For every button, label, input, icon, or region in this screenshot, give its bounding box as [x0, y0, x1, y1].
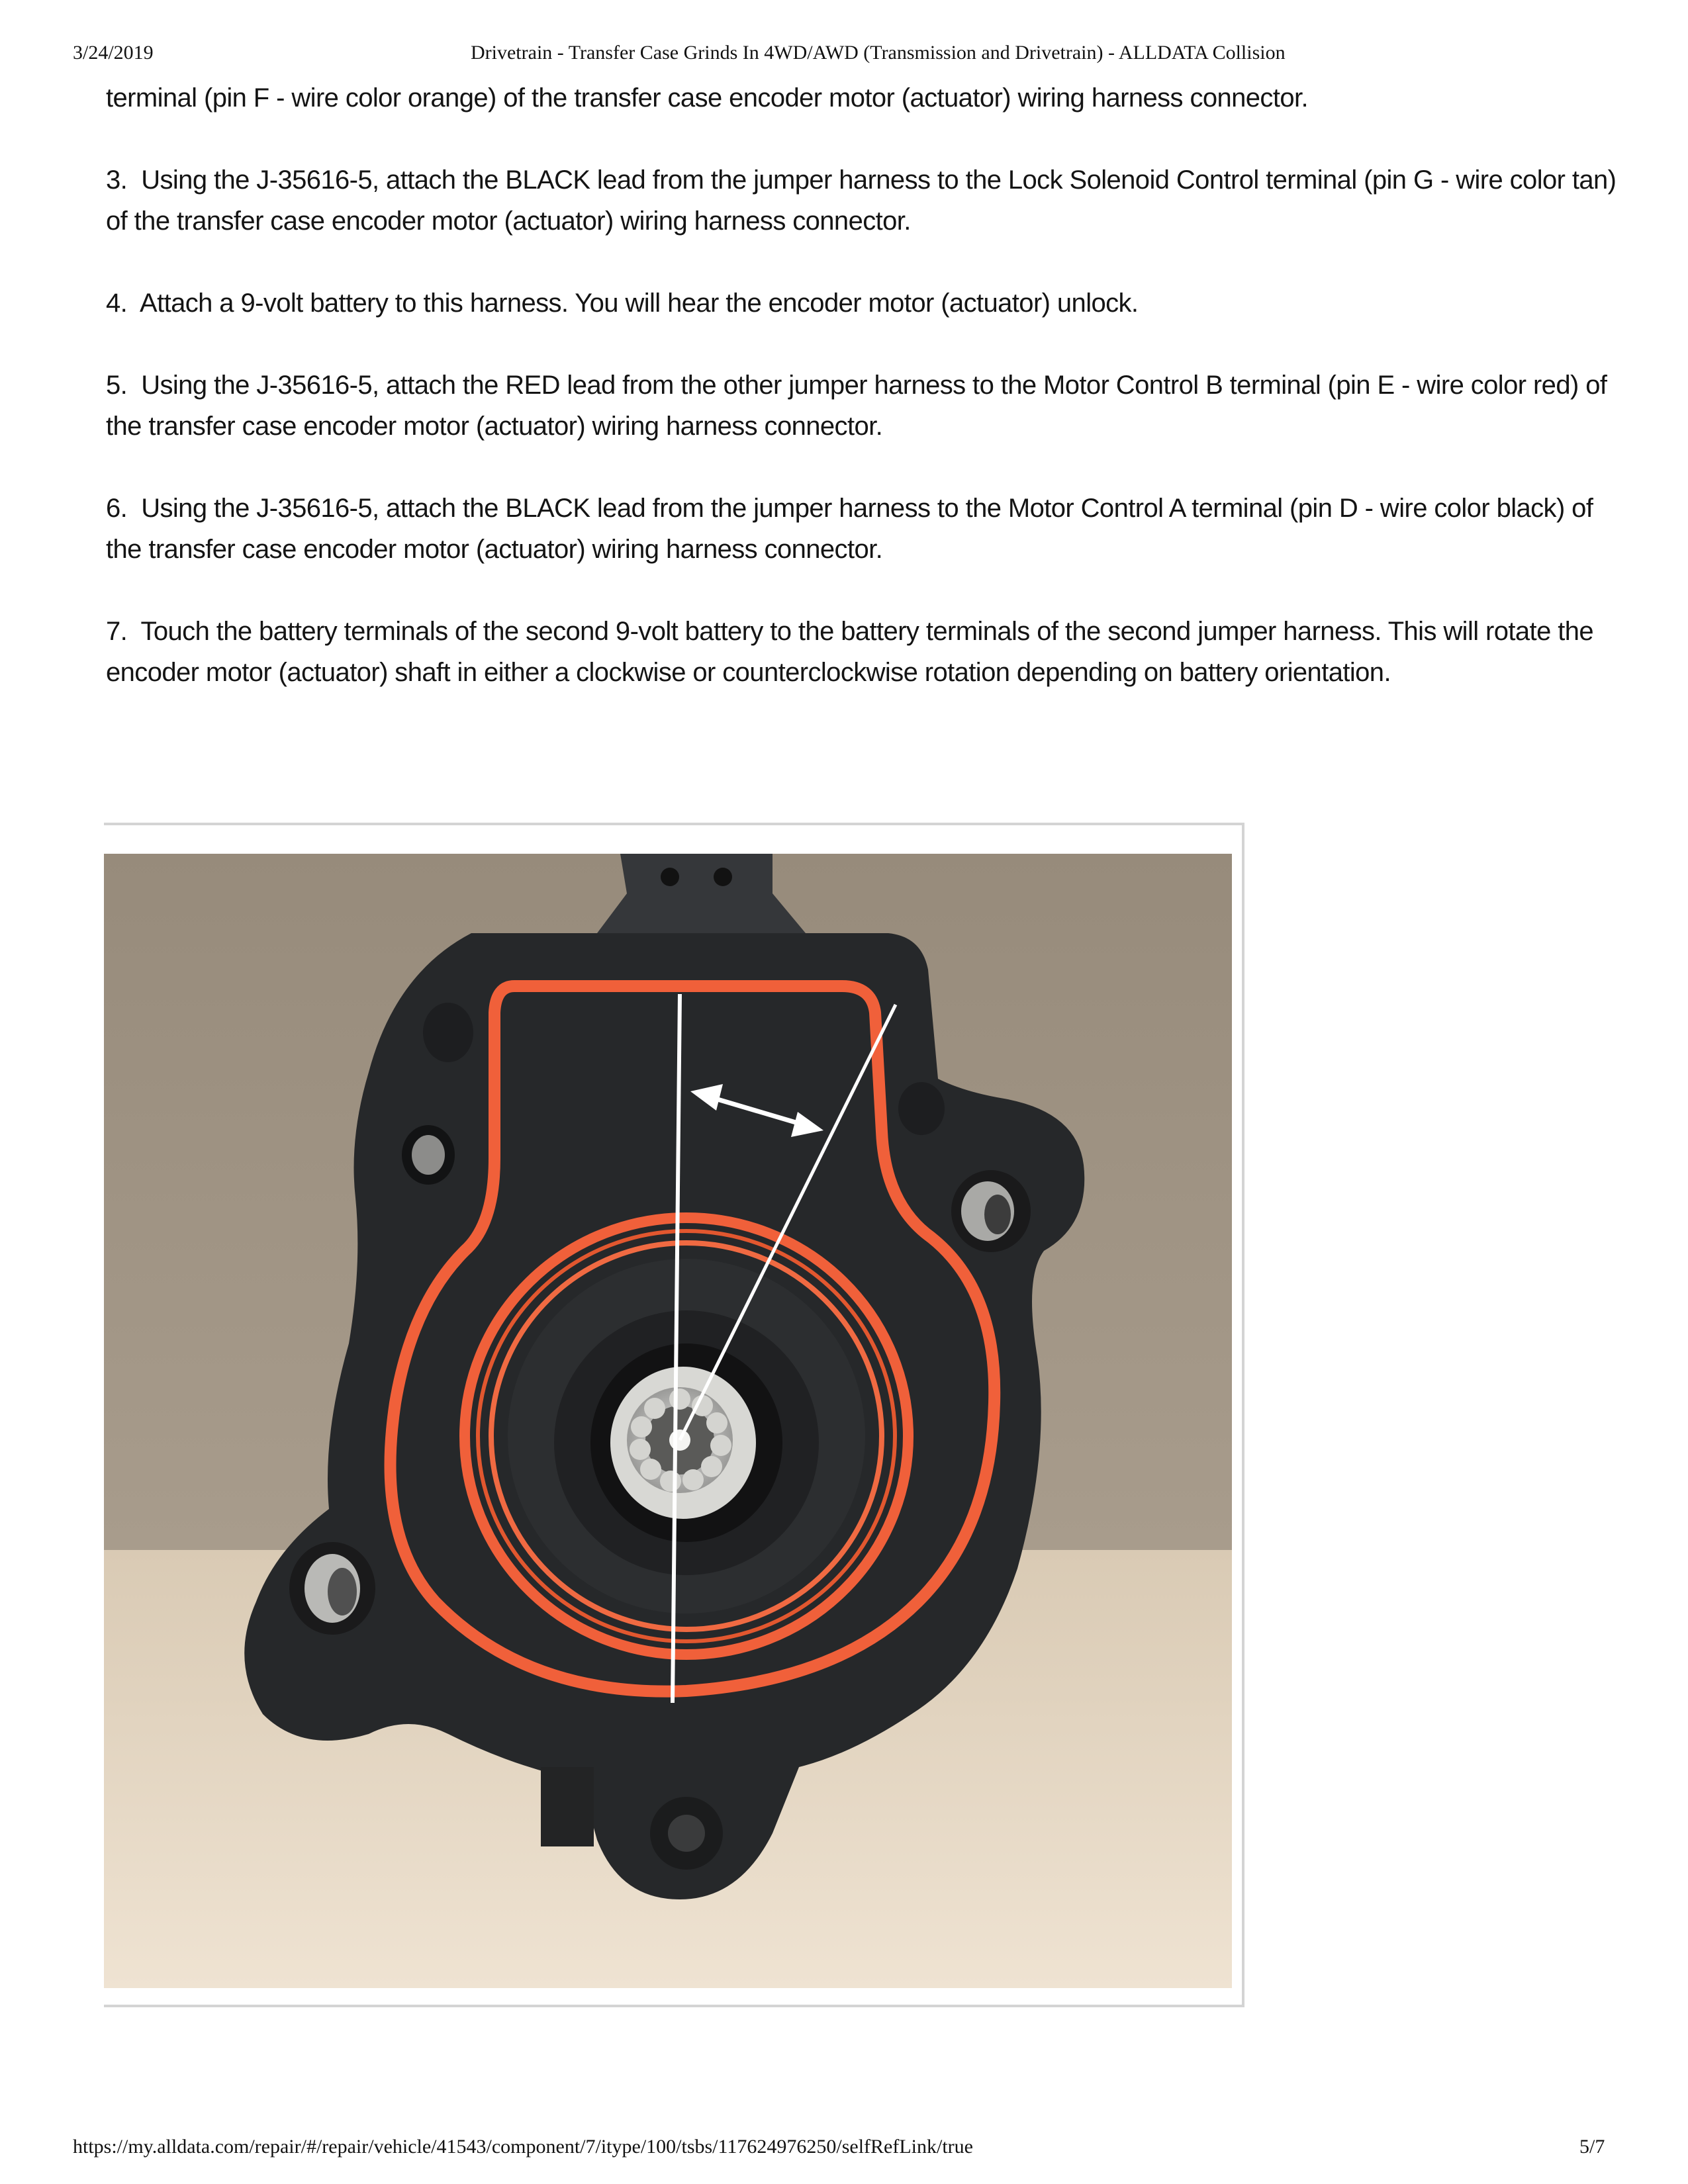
continuation-text: terminal (pin F - wire color orange) of the transfer case encoder motor (actuator) wiring harness connector. — [106, 83, 1309, 113]
encoder-motor-figure — [104, 823, 1244, 2007]
step-7 — [106, 611, 1622, 693]
page-number: 5/7 — [1579, 2136, 1605, 2158]
step-3 — [106, 159, 1622, 242]
step-number: 7. — [106, 617, 128, 646]
step-number: 5. — [106, 371, 128, 400]
step-6 — [106, 488, 1622, 570]
encoder-motor-photo — [104, 854, 1232, 1988]
step-4 — [106, 283, 1622, 324]
step-text: Using the J-35616-5, attach the RED lead from the other jumper harness to the Motor Control B terminal (pin E - wire color red) of the transfer case encoder motor (actuator) wiring harness connector. — [106, 371, 1607, 441]
encoder-motor-illustration — [104, 854, 1232, 1988]
step-number: 4. — [106, 289, 128, 318]
print-date: 3/24/2019 — [73, 42, 154, 64]
step-number: 3. — [106, 165, 128, 195]
step-text: Using the J-35616-5, attach the BLACK lead from the jumper harness to the Motor Control A terminal (pin D - wire color black) of the transfer case encoder motor (actuator) wiring harness connector. — [106, 494, 1593, 564]
step-text: Attach a 9-volt battery to this harness. You will hear the encoder motor (actuator) unlock. — [140, 289, 1139, 318]
document-title: Drivetrain - Transfer Case Grinds In 4WD/AWD (Transmission and Drivetrain) - ALLDATA Collision — [471, 42, 1286, 64]
step-text: Using the J-35616-5, attach the BLACK lead from the jumper harness to the Lock Solenoid Control terminal (pin G - wire color tan) of the transfer case encoder motor (actuator) wiring harness connector. — [106, 165, 1617, 236]
step-5 — [106, 365, 1622, 447]
procedure-body — [106, 77, 1622, 734]
source-url: https://my.alldata.com/repair/#/repair/vehicle/41543/component/7/itype/100/tsbs/117624976250/selfRefLink/true — [73, 2136, 973, 2158]
step-number: 6. — [106, 494, 128, 523]
step-text: Touch the battery terminals of the second 9-volt battery to the battery terminals of the second jumper harness. This will rotate the encoder motor (actuator) shaft in either a clockwise or counterclockwise rotation depending on battery orientation. — [106, 617, 1594, 687]
